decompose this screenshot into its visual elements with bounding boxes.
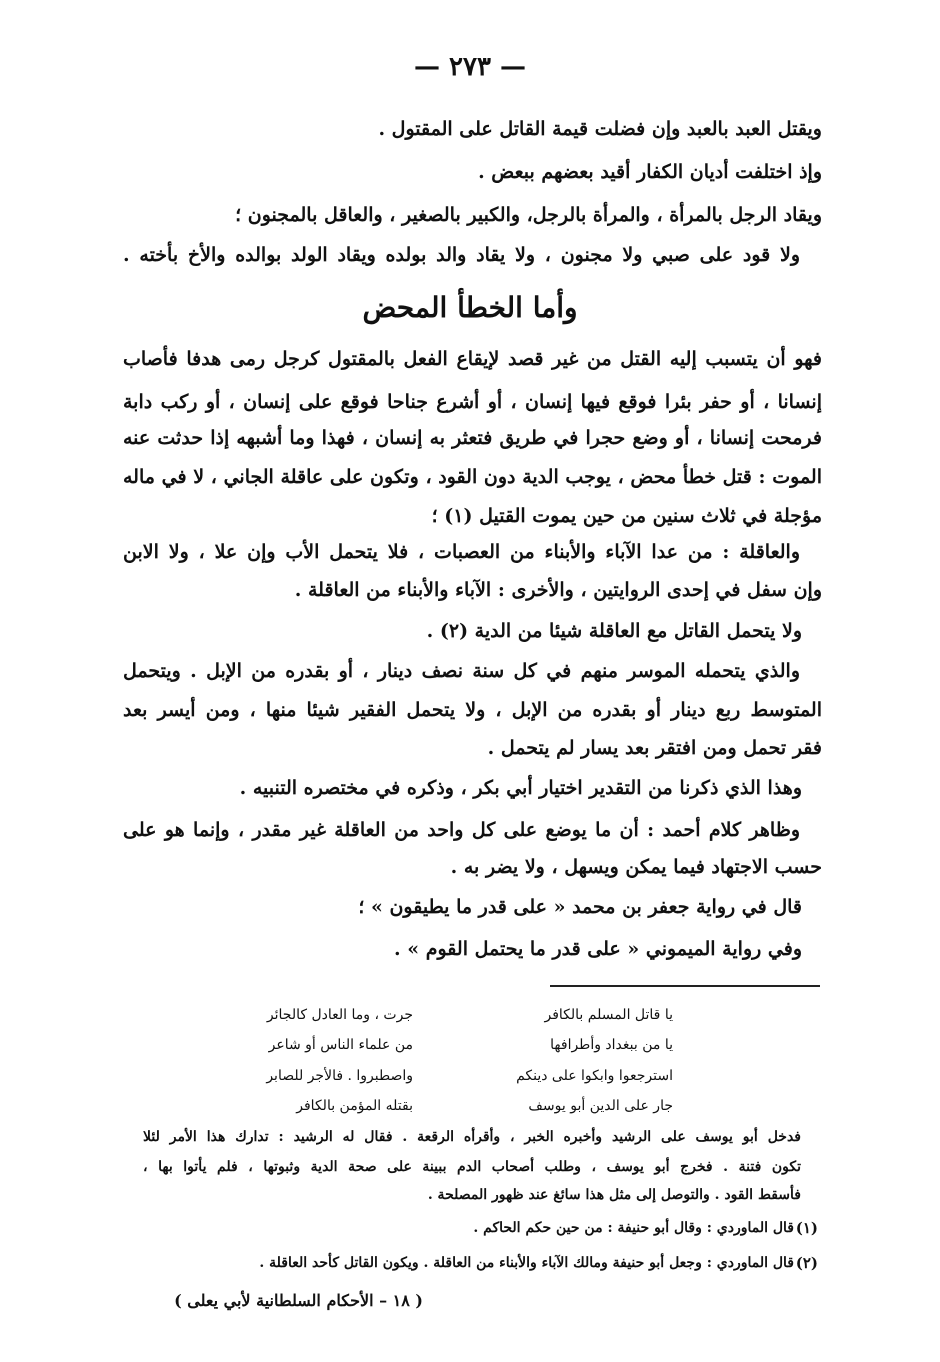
text-line: الموت : قتل خطأ محض ، يوجب الدية دون القود ، وتكون على عاقلة الجاني ، لا في ماله bbox=[123, 466, 822, 488]
text-line: مؤجلة في ثلاث سنين من حين يموت القتيل (١) ؛ bbox=[431, 505, 822, 527]
text-line: إنسانا ، أو حفر بئرا فوقع فيها إنسان ، أو أشرع جناحا فوقع على إنسان ، أو ركب دابة bbox=[123, 391, 822, 413]
verse-hemistich: واصطبروا . فالأجر للصابر bbox=[266, 1068, 413, 1084]
verse-hemistich: استرجعوا وابكوا على دينكم bbox=[516, 1068, 673, 1084]
footnote-divider bbox=[550, 985, 820, 987]
riwaya-maymuni: وفي رواية الميموني « على قدر ما يحتمل القوم » . bbox=[394, 938, 802, 960]
paragraph-qatil: ولا يتحمل القاتل مع العاقلة شيئا من الدية (٢) . bbox=[426, 620, 802, 642]
text-line: فهو أن يتسبب إليه القتل من غير قصد لإيقاع الفعل بالمقتول كرجل رمى هدفا فأصاب bbox=[123, 348, 822, 370]
note-line: فأسقط القود . والتوصل إلى مثل هذا سائغ عند ظهور المصلحة . bbox=[427, 1187, 801, 1203]
text-line: وإذ اختلفت أديان الكفار أقيد بعضهم ببعض . bbox=[478, 161, 822, 183]
verse-hemistich: من علماء الناس أو شاعر bbox=[268, 1037, 413, 1053]
note-line: تكون فتنة . فخرج أبو يوسف ، وطلب أصحاب الدم ببينة على صحة الدية وثبوتها ، فلم يأتوا بها ، bbox=[143, 1159, 801, 1175]
page-number: — ٢٧٣ — bbox=[413, 52, 527, 82]
text-line: ولا قود على صبي ولا مجنون ، ولا يقاد والد بولده ويقاد الولد بوالده والأخ بأخته . bbox=[123, 244, 800, 266]
text-line: والذي يتحمله الموسر منهم في كل سنة نصف دينار ، أو بقدره من الإبل . ويتحمل bbox=[123, 660, 800, 682]
text-line: ويقاد الرجل بالمرأة ، والمرأة بالرجل، والكبير بالصغير ، والعاقل بالمجنون ؛ bbox=[235, 204, 822, 226]
riwaya-jafar: قال في رواية جعفر بن محمد « على قدر ما يطيقون » ؛ bbox=[358, 896, 802, 918]
footnote-text: قال الماوردي : وقال أبو حنيفة : من حين حكم الحاكم . bbox=[473, 1220, 794, 1236]
verse-hemistich: جار على الدين أبو يوسف bbox=[528, 1098, 673, 1114]
text-line: فقر تحمل ومن افتقر بعد يسار لم يتحمل . bbox=[487, 737, 822, 759]
text-line: والعاقلة : من عدا الآباء والأبناء من العصبات ، فلا يتحمل الأب وإن علا ، ولا الابن bbox=[123, 541, 800, 563]
text-line: وظاهر كلام أحمد : أن ما يوضع على كل واحد من العاقلة غير مقدر ، وإنما هو على bbox=[123, 819, 800, 841]
signature-mark: ( ١٨ – الأحكام السلطانية لأبي يعلى ) bbox=[174, 1291, 423, 1310]
paragraph-ikhtiyar: وهذا الذي ذكرنا من التقدير اختيار أبي بكر ، وذكره في مختصره التنبيه . bbox=[239, 777, 802, 799]
verse-hemistich: يا قاتل المسلم بالكافر bbox=[544, 1007, 673, 1023]
section-heading: وأما الخطأ المحض bbox=[362, 291, 578, 324]
verse-hemistich: يا من ببغداد وأطرافها bbox=[550, 1037, 673, 1053]
footnote-marker: (١) bbox=[795, 1219, 818, 1237]
text-line: حسب الاجتهاد فيما يمكن ويسهل ، ولا يضر به . bbox=[450, 856, 822, 878]
note-line: فدخل أبو يوسف على الرشيد وأخبره الخبر ، وأقرأه الرقعة . فقال له الرشيد : تدارك هذا الأمر لئلا bbox=[143, 1129, 801, 1145]
footnote-text: قال الماوردي : وجعل أبو حنيفة ومالك الآباء والأبناء من العاقلة . ويكون القاتل كأحد العاقلة . bbox=[259, 1255, 794, 1271]
verse-hemistich: بقتله المؤمن بالكافر bbox=[296, 1098, 413, 1114]
verse-hemistich: جرت ، وما العادل كالجائر bbox=[266, 1007, 413, 1023]
text-line: ويقتل العبد بالعبد وإن فضلت قيمة القاتل على المقتول . bbox=[378, 118, 822, 140]
text-line: المتوسط ربع دينار أو بقدره من الإبل ، ولا يتحمل الفقير شيئا منها ، ومن أيسر بعد bbox=[123, 699, 822, 721]
text-line: وإن سفل في إحدى الروايتين ، والأخرى : الآباء والأبناء من العاقلة . bbox=[294, 579, 822, 601]
text-line: فرمحت إنسانا ، أو وضع حجرا في طريق فتعثر به إنسان ، فهذا وما أشبهه إذا حدثت عنه bbox=[123, 427, 822, 449]
footnote-marker: (٢) bbox=[795, 1254, 818, 1272]
